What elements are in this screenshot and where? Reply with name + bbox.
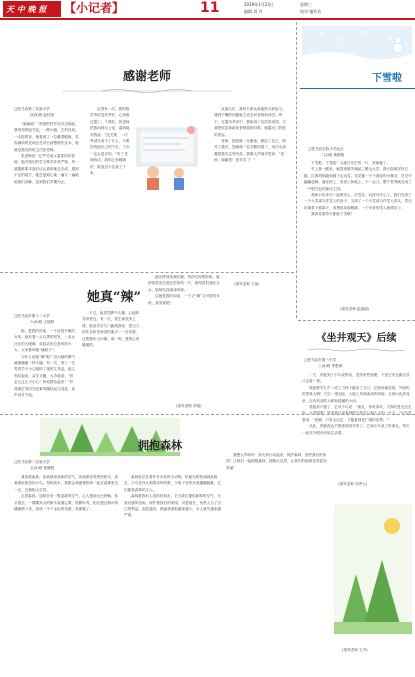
proofreader-credit: 校对 谢芳芳 (300, 9, 322, 14)
article-snow (300, 22, 415, 318)
paragraph: 青蛙费尽九牛二虎之力终于跳出了井口，它惊讶地发现，外面的世界真大啊！天空一望无际，大地上有绿油油的草地、五颜六色的花朵，还有高高的大树和清澈的小河。 (302, 385, 410, 403)
snow-drawing (302, 26, 412, 66)
article-footer: (指导老师 李娟) (176, 404, 202, 408)
byline-school: □驻马店实验小学北区 (308, 147, 344, 151)
article-spicy-girl (0, 274, 294, 412)
paragraph: 下雪啦，下雪啦！大地白茫茫的一片，美丽极了。 (311, 161, 391, 165)
article-title: 她真“辣” (87, 290, 141, 305)
byline-author: 二(1)班 黄源锐 (320, 153, 345, 157)
masthead-logo-text: 天 中 晚 报 (6, 4, 47, 14)
article-body (304, 160, 412, 306)
paragraph: 从那以后，我每天都认真地预习和复习，遇到不懂的问题就主动去问老师和同学。终于，在期末考试中，我取得了优异的成绩。当我把试卷拿给张老师看的时候，她露出了欣慰的笑容。 (214, 107, 286, 137)
issue-weekday: 星期三 (300, 2, 312, 7)
byline-school: □驻马店第二实验小学 (14, 107, 50, 111)
paragraph: 不过，她虽然脾气火爆，心地却非常善良。有一次，我生病没来上课，她放学后专门跑到我家，把当天的作业和老师讲的重点一一告诉我，还帮我补习功课。那一刻，我的心里暖暖的。 (82, 311, 140, 348)
paragraph: 我真希望每天都能下雪啊！ (311, 212, 355, 217)
paragraph: 一天，青蛙到了小鸟说的话，觉得有些道理，于是它决定跳出井口去看一看。 (302, 373, 410, 384)
byline-author: 六(5)班 王瑞婷 (30, 320, 55, 324)
article-body-col1 (14, 474, 120, 672)
teacher-drawing (131, 118, 203, 190)
article-body-col2 (82, 310, 142, 412)
title-ornament-icon (308, 348, 405, 352)
byline-author: 五(2)班 张晓悦 (30, 466, 55, 470)
masthead (0, 0, 415, 20)
section-divider (298, 320, 415, 321)
article-footer: (指导老师 刘秀云) (338, 482, 368, 486)
article-footer: (指导老师 王丽) (234, 282, 260, 286)
article-body-col3 (214, 106, 286, 280)
byline-school: □驻马店第二实验小学 (14, 460, 50, 464)
article-forest (0, 416, 415, 677)
article-title: 感谢老师 (122, 69, 171, 83)
byline-author: 三(4)班 李思琪 (318, 364, 343, 368)
paragraph: 张老师是一位严厉而又温柔的好老师，她对我们的学习要求非常严格，每一道题都要求我们认认真真地去完成，遇到不会的地方，她总是耐心地一遍又一遍地给我们讲解，直到我们弄懂为止。 (14, 154, 79, 184)
forest-side-drawing (334, 504, 412, 634)
title-ornament-icon (62, 88, 232, 94)
paragraph: 这就是我的同桌，一个又“辣”又可爱的女孩，我喜欢她！ (148, 294, 220, 305)
article-body-col2 (124, 474, 222, 672)
paragraph: 青蛙高兴极了，它对小鸟说：“朋友，你说得对，天真的是无边无际，大得很呢！原来我以前看到的只是井口那么大的一片天。”小鸟笑着说：“是啊，只有走出去，才能看到更广阔的世界。” (302, 405, 412, 422)
issue-date: 2019年1月23日 (244, 2, 274, 7)
article-body-col3 (148, 274, 220, 402)
byline-school: □驻马店市第三小学 (304, 358, 337, 362)
section-divider (0, 272, 294, 273)
paragraph: 早上我一醒来，就看到窗外飘起了鹅毛大雪，我兴奋地穿好衣服，拉着妈妈跑到楼下去玩雪。雪花像一个个调皮的小精灵，在空中翩翩起舞，落在树上、房顶上和地上，不一会儿，整个世界就变成了一个银白色的童话王国。 (304, 167, 412, 191)
column-divider (296, 22, 297, 318)
byline-school: □驻马店市第十二小学 (14, 314, 50, 318)
article-title: 拥抱森林 (138, 439, 182, 452)
article-body-col3 (226, 452, 330, 672)
paragraph: 森林里还住着许多可爱的小动物。松鼠在树枝间跳来跳去，小鸟在枝头唱着动听的歌，小兔子在草丛里蹦蹦跳跳，它们都是森林的主人。 (124, 475, 222, 492)
paragraph: 我想大声呼吁：请大家行动起来，保护森林，爱护我们的家园！让我们一起拥抱森林，拥抱大自然，让我们的地球变得更加美丽！ (226, 453, 327, 470)
section-divider (0, 414, 415, 415)
article-title: 下雪啦 (372, 73, 402, 84)
article-body-col2 (90, 106, 130, 290)
paragraph: 她还特别喜欢吃辣，每次吃饭的时候，她的饭菜里总是红彤彤的一片，看得我们直吐舌头，她却吃得津津有味。 (148, 275, 220, 292)
page-number: 11 (200, 0, 220, 16)
article-body-col1 (14, 328, 76, 412)
byline-author: 四(3)班 赵佳怡 (30, 113, 55, 117)
article-footer: (指导老师 王丹) (342, 648, 368, 652)
article-body-col1 (14, 121, 82, 289)
editor-credit: 编辑 刘 丹 (244, 9, 263, 14)
paragraph: “滴滴滴！”熟悉的铃声在耳边响起，我匆匆背起书包，一路小跑，生怕迟到。一走进教室，就看到了一位戴着眼镜、笑容满面的老师正在讲台前整理作业本，她就是我们的班主任张老师。 (14, 122, 79, 152)
paragraph: 从此，青蛙再也不愿意回到井里了，它和小鸟成了好朋友，每天一起在外面快乐地生活着。 (302, 424, 410, 435)
article-title: 《坐井观天》后续 (316, 333, 397, 344)
paragraph: 我和小伙伴们一起堆雪人、打雪仗，玩得可开心了。我们先滚了一个大雪球当作雪人的身子，又滚了一个小雪球当作雪人的头，然后用胡萝卜做鼻子，用黑纽扣做眼睛，一个可爱的雪人就堆好了。 (304, 193, 412, 210)
title-rule (300, 88, 415, 89)
article-footer: (指导老师 赵丽丽) (340, 307, 370, 311)
paragraph: 为什么说她“辣”呢？因为她的脾气就像辣椒一样火爆。有一次，班上一位男同学不小心碰掉了她的文具盒，她立刻站起来，双手叉腰，大声地说：“你怎么这么不小心！快给我捡起来！”吓得那位男同学赶紧弯腰捡起文具盒，连声说对不起。 (14, 354, 76, 398)
paragraph: 记得有一次，我的数学考试没有考好，心里难过极了。下课后，张老师把我叫到办公室，温和地对我说：“没关系，一次考试代表不了什么，只要你找到自己的不足，下次一定会进步的。”听了老师的话，我的心里暖暖的，眼泪忍不住流了下来。 (90, 107, 130, 176)
paragraph: 走进森林，迎面扑来一股清新的空气，让人感到无比舒畅。抬头望去，一棵棵高大的树木直插云霄，枝繁叶茂，阳光透过树叶的缝隙洒下来，形成一个个金色的光斑，美丽极了。 (14, 494, 119, 512)
section-name: 【小记者】 (64, 1, 125, 15)
paragraph: 森林是我们人类的好朋友，它为我们提供新鲜的空气，为我们遮风挡雨，保护着我们的家园。可是现在，有些人为了自己的利益，乱砍滥伐，使森林面积越来越少，水土流失越来越严重。 (124, 494, 222, 518)
paragraph: 我喜欢森林，喜欢那里清新的空气，喜欢那里茂密的树木，喜欢那里欢快的小鸟。每到周末，我都会和爸爸妈妈一起去森林里走一走，去拥抱大自然。 (14, 475, 119, 492)
paragraph: 她，是我的同桌，一个活泼开朗的女孩。她有着一头乌黑的短发，一双水汪汪的大眼睛，说起话来总是风风火火，大家都叫她“辣妹子”。 (14, 329, 76, 353)
paragraph: 老师，您就像一支蜡烛，燃烧了自己，照亮了我们；您就像一位辛勤的园丁，用汗水浇灌着我们这些幼苗。我要大声地对您说：“老师，谢谢您！您辛苦了！” (214, 139, 286, 163)
